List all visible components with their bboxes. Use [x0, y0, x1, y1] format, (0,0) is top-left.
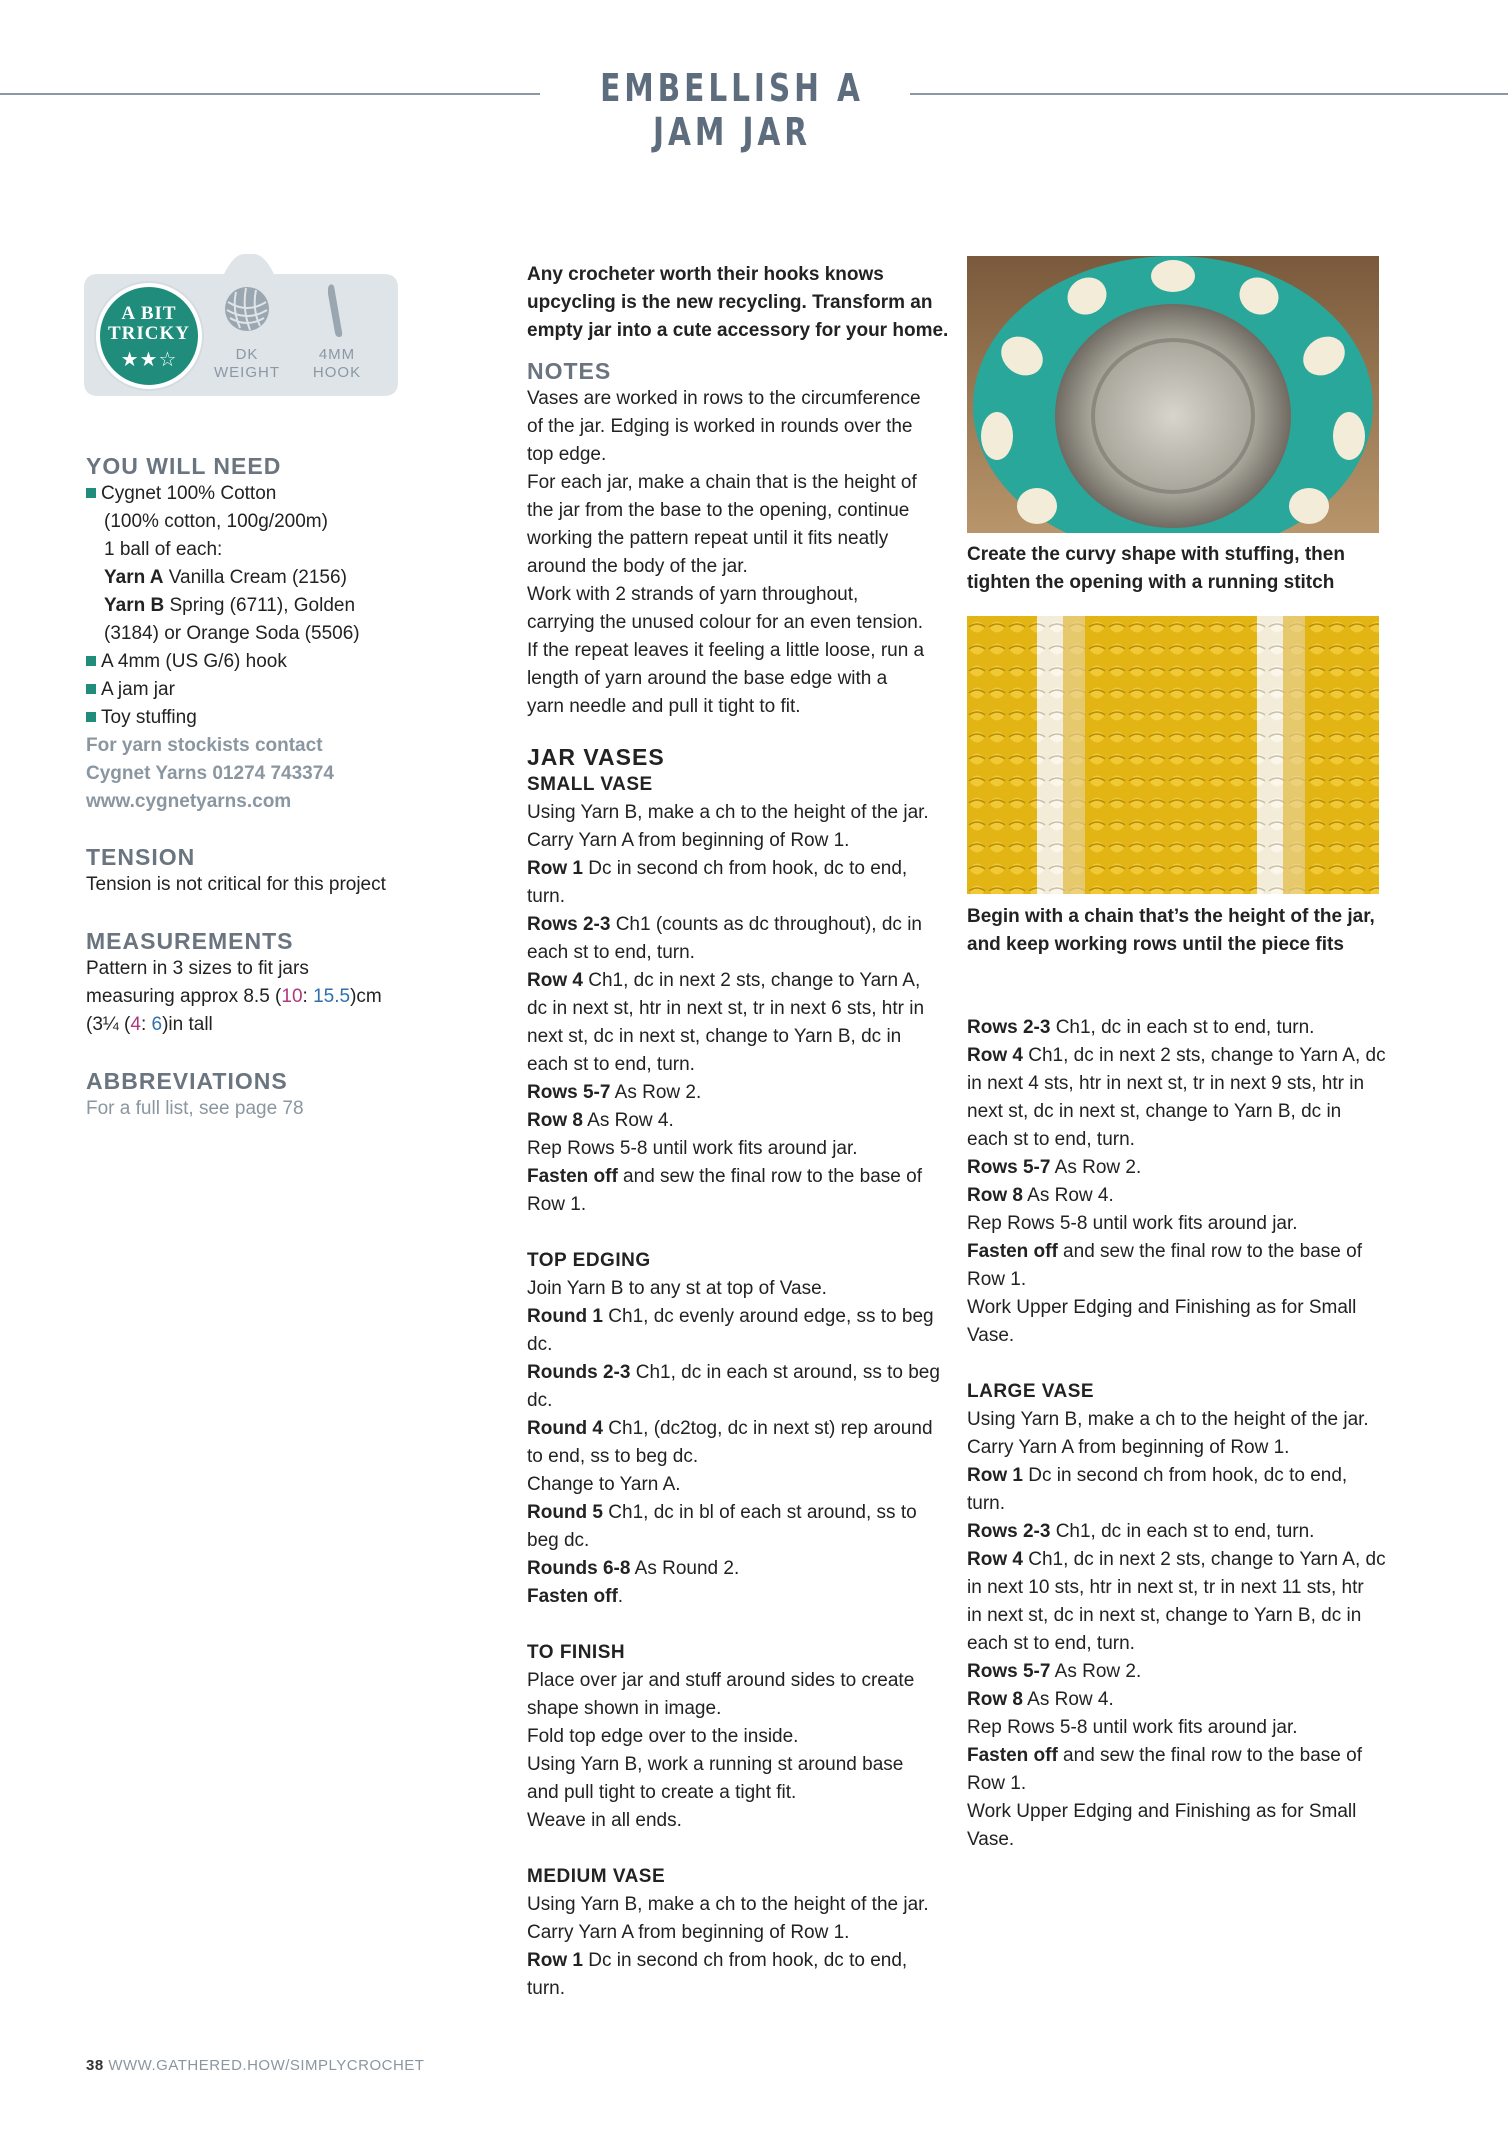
crochet-stripes-graphic [967, 616, 1379, 894]
instruction-line [527, 1331, 957, 1359]
text-line: length of yarn around the base edge with a [527, 668, 888, 689]
page-number: 38 [86, 2057, 104, 2074]
instruction-line [527, 1443, 957, 1471]
instruction-text: beg dc. [527, 1530, 590, 1551]
text-line: shape shown in image. [527, 1698, 722, 1719]
photo1-caption-line2: tighten the opening with a running stitch [967, 572, 1335, 593]
instruction-line [527, 1891, 957, 1919]
intro-paragraph [527, 261, 957, 345]
yarn-brand: Cygnet 100% Cotton [101, 483, 277, 504]
you-will-need-section [86, 452, 416, 816]
photo-jar-vase-top [967, 256, 1379, 533]
instruction-text: Using Yarn B, make a ch to the height of the jar. [527, 1894, 929, 1915]
instruction-text: Join Yarn B to any st at top of Vase. [527, 1278, 827, 1299]
text-line: yarn needle and pull it tight to fit. [527, 696, 801, 717]
instruction-line [527, 1919, 957, 1947]
text-line: Using Yarn B, work a running st around base [527, 1754, 904, 1775]
instruction-text: Change to Yarn A. [527, 1474, 681, 1495]
text-line: of the jar. Edging is worked in rounds over the [527, 416, 913, 437]
instruction-line [527, 1555, 957, 1583]
instruction-label: Rows 5-7 [527, 1082, 611, 1103]
instruction-label: Rounds 6-8 [527, 1558, 631, 1579]
m-pre: measuring approx 8.5 ( [86, 986, 282, 1007]
instruction-line [527, 1583, 957, 1611]
footer-url: WWW.GATHERED.HOW/SIMPLYCROCHET [103, 2057, 425, 2074]
instruction-line [527, 911, 957, 939]
materials-item-jar [86, 676, 416, 704]
instruction-line [527, 855, 957, 883]
text-line: Vases are worked in rows to the circumference [527, 388, 921, 409]
instruction-text: Vase. [967, 1829, 1015, 1850]
instruction-text: Vase. [967, 1325, 1015, 1346]
yarn-weight-label [212, 346, 282, 382]
instruction-line [967, 1042, 1397, 1070]
abbreviations-text: For a full list, see page 78 [86, 1098, 304, 1119]
large-vase-body [967, 1406, 1397, 1854]
instruction-text: Row 1. [967, 1773, 1027, 1794]
stuffing-text: Toy stuffing [101, 707, 197, 728]
photo-crochet-stripes [967, 616, 1379, 894]
instruction-text: and sew the final row to the base of [617, 1166, 922, 1187]
yarn-a-line [86, 564, 416, 592]
instruction-line [967, 1490, 1397, 1518]
instruction-label: Round 4 [527, 1418, 603, 1439]
instruction-text: Ch1, (dc2tog, dc in next st) rep around [603, 1418, 933, 1439]
instruction-label: Fasten off [527, 1586, 618, 1607]
instruction-text: Row 1. [967, 1269, 1027, 1290]
instruction-label: Rows 2-3 [967, 1017, 1051, 1038]
instruction-line [527, 1135, 957, 1163]
instruction-text: turn. [967, 1493, 1006, 1514]
instruction-line [967, 1406, 1397, 1434]
instruction-text: Ch1, dc in each st to end, turn. [1050, 1017, 1315, 1038]
bullet-icon [86, 488, 96, 498]
instruction-line [527, 1303, 957, 1331]
text-line: the jar from the base to the opening, continue [527, 500, 910, 521]
materials-item-hook [86, 648, 416, 676]
instruction-line [527, 1471, 957, 1499]
m-post: )cm [350, 986, 382, 1007]
photo2-caption-line1: Begin with a chain that’s the height of the jar, [967, 906, 1375, 927]
instruction-label: Row 4 [967, 1045, 1023, 1066]
instruction-label: Row 8 [527, 1110, 583, 1131]
instruction-text: Carry Yarn A from beginning of Row 1. [527, 1922, 850, 1943]
instruction-line [967, 1826, 1397, 1854]
notes-body [527, 385, 957, 721]
instruction-line [967, 1602, 1397, 1630]
text-line: top edge. [527, 444, 607, 465]
to-finish-body [527, 1667, 957, 1835]
small-vase-body [527, 799, 957, 1219]
instruction-text: Ch1, dc in next 2 sts, change to Yarn A, dc [1022, 1045, 1386, 1066]
yarn-quantity: 1 ball of each: [104, 539, 223, 560]
instruction-text: dc. [527, 1334, 553, 1355]
instruction-line [527, 1947, 957, 1975]
text-line: around the body of the jar. [527, 556, 748, 577]
text-line: Weave in all ends. [527, 1810, 682, 1831]
instruction-line [527, 1387, 957, 1415]
m-medium: 10 [281, 986, 303, 1007]
instruction-text: Using Yarn B, make a ch to the height of the jar. [967, 1409, 1369, 1430]
instruction-text: to end, ss to beg dc. [527, 1446, 699, 1467]
instruction-label: Round 5 [527, 1502, 603, 1523]
photo2-caption-line2: and keep working rows until the piece fits [967, 934, 1344, 955]
header-rule-left [0, 93, 540, 95]
instruction-text: in next 4 sts, htr in next st, tr in next 9 sts, htr in [967, 1073, 1365, 1094]
photo1-caption-line1: Create the curvy shape with stuffing, then [967, 544, 1345, 565]
instruction-text: As Row 4. [1022, 1689, 1114, 1710]
instruction-line [527, 1359, 957, 1387]
in-pre: (3¼ ( [86, 1014, 131, 1035]
tension-heading: TENSION [86, 844, 196, 870]
medium-vase-heading: MEDIUM VASE [527, 1866, 666, 1887]
instruction-line [967, 1658, 1397, 1686]
instruction-text: each st to end, turn. [527, 942, 695, 963]
instruction-line [967, 1154, 1397, 1182]
photo2-caption [967, 903, 1397, 959]
yarn-composition: (100% cotton, 100g/200m) [104, 511, 328, 532]
instruction-text: As Row 2. [1050, 1661, 1142, 1682]
instruction-label: Row 8 [967, 1689, 1023, 1710]
instruction-text: Ch1, dc in each st to end, turn. [1050, 1521, 1315, 1542]
top-edging-heading: TOP EDGING [527, 1250, 651, 1271]
instruction-line [967, 1098, 1397, 1126]
yarn-b-line2: (3184) or Orange Soda (5506) [104, 623, 360, 644]
instruction-text: each st to end, turn. [967, 1633, 1135, 1654]
page-title: EMBELLISH A JAM JAR [600, 66, 864, 154]
instruction-line [967, 1126, 1397, 1154]
instruction-label: Row 1 [527, 1950, 583, 1971]
to-finish-heading: TO FINISH [527, 1642, 626, 1663]
instruction-label: Fasten off [967, 1745, 1058, 1766]
instruction-line [967, 1770, 1397, 1798]
instruction-text: Dc in second ch from hook, dc to end, [582, 858, 908, 879]
instruction-text: As Row 4. [582, 1110, 674, 1131]
instruction-line [967, 1630, 1397, 1658]
instruction-label: Row 1 [527, 858, 583, 879]
right-column [967, 1014, 1397, 1854]
instruction-line [527, 1023, 957, 1051]
instruction-text: in next st, dc in next st, change to Yarn B, dc in [967, 1605, 1362, 1626]
instruction-text: Dc in second ch from hook, dc to end, [1022, 1465, 1348, 1486]
instruction-label: Round 1 [527, 1306, 603, 1327]
small-vase-heading: SMALL VASE [527, 774, 653, 795]
instruction-label: Rows 5-7 [967, 1157, 1051, 1178]
text-line: For each jar, make a chain that is the height of [527, 472, 917, 493]
text-line: Any crocheter worth their hooks knows [527, 264, 884, 285]
yarn-b-line [86, 592, 416, 620]
instruction-line [967, 1742, 1397, 1770]
instruction-label: Row 4 [967, 1549, 1023, 1570]
instruction-text: Ch1, dc in next 2 sts, change to Yarn A, [582, 970, 921, 991]
abbreviations-heading: ABBREVIATIONS [86, 1068, 288, 1094]
difficulty-stars-icon: ★★☆ [120, 349, 178, 371]
instruction-line [967, 1266, 1397, 1294]
bullet-icon [86, 684, 96, 694]
materials-item-stuffing [86, 704, 416, 732]
text-line: Place over jar and stuff around sides to create [527, 1670, 915, 1691]
medium-vase-body-continued [967, 1014, 1397, 1350]
instruction-text: Dc in second ch from hook, dc to end, [582, 1950, 908, 1971]
tension-text: Tension is not critical for this project [86, 874, 386, 895]
instruction-line [527, 1191, 957, 1219]
yarn-ball-icon [222, 284, 272, 334]
instruction-label: Rows 2-3 [527, 914, 611, 935]
m-large: 15.5 [313, 986, 351, 1007]
you-will-need-heading: YOU WILL NEED [86, 453, 282, 479]
stockist-contact-2: Cygnet Yarns 01274 743374 [86, 763, 334, 784]
notes-heading: NOTES [527, 358, 612, 384]
jar-text: A jam jar [101, 679, 175, 700]
text-line: carrying the unused colour for an even tension. [527, 612, 924, 633]
top-edging-body [527, 1275, 957, 1611]
text-line: Work with 2 strands of yarn throughout, [527, 584, 859, 605]
difficulty-badge [84, 254, 398, 396]
tension-section [86, 843, 416, 899]
hook-line1: 4MM [318, 346, 356, 363]
instruction-text: Ch1, dc in next 2 sts, change to Yarn A, dc [1022, 1549, 1386, 1570]
instruction-label: Row 1 [967, 1465, 1023, 1486]
in-medium: 4 [130, 1014, 141, 1035]
instruction-line [527, 799, 957, 827]
text-line: upcycling is the new recycling. Transform an [527, 292, 933, 313]
instruction-text: Ch1 (counts as dc throughout), dc in [610, 914, 922, 935]
page-footer [86, 2057, 424, 2074]
text-line: and pull tight to create a tight fit. [527, 1782, 797, 1803]
instruction-text: and sew the final row to the base of [1057, 1745, 1362, 1766]
instruction-text: Carry Yarn A from beginning of Row 1. [967, 1437, 1290, 1458]
hook-size-label [302, 346, 372, 382]
abbreviations-section [86, 1067, 416, 1123]
bullet-icon [86, 712, 96, 722]
instruction-line [527, 1051, 957, 1079]
hook-text: A 4mm (US G/6) hook [101, 651, 287, 672]
jar-vases-heading: JAR VASES [527, 744, 665, 770]
instruction-line [527, 995, 957, 1023]
weight-line1: DK [235, 346, 259, 363]
measurements-line2 [86, 983, 416, 1011]
measurements-section [86, 927, 416, 1039]
instruction-text: Carry Yarn A from beginning of Row 1. [527, 830, 850, 851]
measurements-line3 [86, 1011, 416, 1039]
text-line: Fold top edge over to the inside. [527, 1726, 799, 1747]
instruction-text: Work Upper Edging and Finishing as for Small [967, 1297, 1357, 1318]
instruction-line [967, 1238, 1397, 1266]
instruction-text: As Round 2. [630, 1558, 740, 1579]
instruction-line [967, 1686, 1397, 1714]
difficulty-circle [96, 283, 202, 389]
yarn-a-value: Vanilla Cream (2156) [163, 567, 347, 588]
instruction-line [527, 1527, 957, 1555]
instruction-text: dc in next st, htr in next st, tr in next 6 sts, htr in [527, 998, 925, 1019]
measurements-heading: MEASUREMENTS [86, 928, 294, 954]
header-rule-right [910, 93, 1508, 95]
instruction-text: As Row 4. [1022, 1185, 1114, 1206]
bullet-icon [86, 656, 96, 666]
instruction-line [967, 1070, 1397, 1098]
instruction-label: Rounds 2-3 [527, 1362, 631, 1383]
instruction-line [967, 1434, 1397, 1462]
photo1-caption [967, 541, 1397, 597]
jar-vase-photo-graphic [967, 256, 1379, 533]
instruction-label: Rows 5-7 [967, 1661, 1051, 1682]
instruction-text: each st to end, turn. [527, 1054, 695, 1075]
instruction-text: Rep Rows 5-8 until work fits around jar. [967, 1717, 1298, 1738]
middle-column [527, 261, 957, 2003]
instruction-line [967, 1518, 1397, 1546]
instruction-line [527, 939, 957, 967]
instruction-line [527, 1107, 957, 1135]
instruction-label: Row 4 [527, 970, 583, 991]
instruction-line [527, 967, 957, 995]
in-sep: : [140, 1014, 152, 1035]
instruction-text: Row 1. [527, 1194, 587, 1215]
instruction-line [527, 1079, 957, 1107]
instruction-line [967, 1798, 1397, 1826]
instruction-label: Fasten off [527, 1166, 618, 1187]
in-large: 6 [151, 1014, 163, 1035]
m-sep: : [302, 986, 314, 1007]
instruction-line [967, 1294, 1397, 1322]
text-line: empty jar into a cute accessory for your home. [527, 320, 949, 341]
materials-item-yarn [86, 480, 416, 508]
instruction-text: . [617, 1586, 624, 1607]
hook-line2: HOOK [312, 364, 362, 381]
stockist-website: www.cygnetyarns.com [86, 791, 292, 812]
large-vase-heading: LARGE VASE [967, 1381, 1095, 1402]
instruction-text: As Row 2. [610, 1082, 702, 1103]
instruction-text: next st, dc in next st, change to Yarn B, dc in [527, 1026, 902, 1047]
instruction-text: Using Yarn B, make a ch to the height of the jar. [527, 802, 929, 823]
instruction-text: Ch1, dc in each st around, ss to beg [630, 1362, 940, 1383]
instruction-line [527, 1975, 957, 2003]
instruction-line [527, 827, 957, 855]
instruction-text: next st, dc in next st, change to Yarn B, dc in [967, 1101, 1342, 1122]
instruction-text: Rep Rows 5-8 until work fits around jar. [967, 1213, 1298, 1234]
yarn-b-label: Yarn B [104, 595, 165, 616]
instruction-line [967, 1210, 1397, 1238]
instruction-text: each st to end, turn. [967, 1129, 1135, 1150]
instruction-line [967, 1182, 1397, 1210]
instruction-text: turn. [527, 886, 566, 907]
instruction-text: in next 10 sts, htr in next st, tr in next 11 sts, htr [967, 1577, 1364, 1598]
instruction-line [527, 1415, 957, 1443]
stockist-contact-1: For yarn stockists contact [86, 735, 323, 756]
instruction-line [967, 1714, 1397, 1742]
instruction-line [527, 1275, 957, 1303]
instruction-line [527, 883, 957, 911]
instruction-text: turn. [527, 1978, 566, 1999]
yarn-b-value: Spring (6711), Golden [164, 595, 356, 616]
instruction-line [967, 1322, 1397, 1350]
instruction-text: Ch1, dc evenly around edge, ss to beg [603, 1306, 934, 1327]
instruction-label: Row 8 [967, 1185, 1023, 1206]
instruction-line [967, 1462, 1397, 1490]
instruction-line [967, 1546, 1397, 1574]
instruction-text: As Row 2. [1050, 1157, 1142, 1178]
measurements-line1: Pattern in 3 sizes to fit jars [86, 958, 309, 979]
text-line: If the repeat leaves it feeling a little loose, run a [527, 640, 925, 661]
instruction-label: Fasten off [967, 1241, 1058, 1262]
instruction-text: Rep Rows 5-8 until work fits around jar. [527, 1138, 858, 1159]
difficulty-line1: A BIT [121, 303, 177, 324]
in-post: )in tall [162, 1014, 213, 1035]
crochet-hook-icon [320, 282, 350, 338]
yarn-a-label: Yarn A [104, 567, 164, 588]
instruction-text: Ch1, dc in bl of each st around, ss to [603, 1502, 917, 1523]
difficulty-line2: TRICKY [107, 323, 190, 344]
instruction-label: Rows 2-3 [967, 1521, 1051, 1542]
weight-line2: WEIGHT [214, 364, 280, 381]
medium-vase-body-start [527, 1891, 957, 2003]
instruction-text: Work Upper Edging and Finishing as for Small [967, 1801, 1357, 1822]
instruction-line [967, 1014, 1397, 1042]
instruction-line [527, 1499, 957, 1527]
instruction-line [967, 1574, 1397, 1602]
text-line: working the pattern repeat until it fits neatly [527, 528, 889, 549]
instruction-text: dc. [527, 1390, 553, 1411]
instruction-text: and sew the final row to the base of [1057, 1241, 1362, 1262]
instruction-line [527, 1163, 957, 1191]
